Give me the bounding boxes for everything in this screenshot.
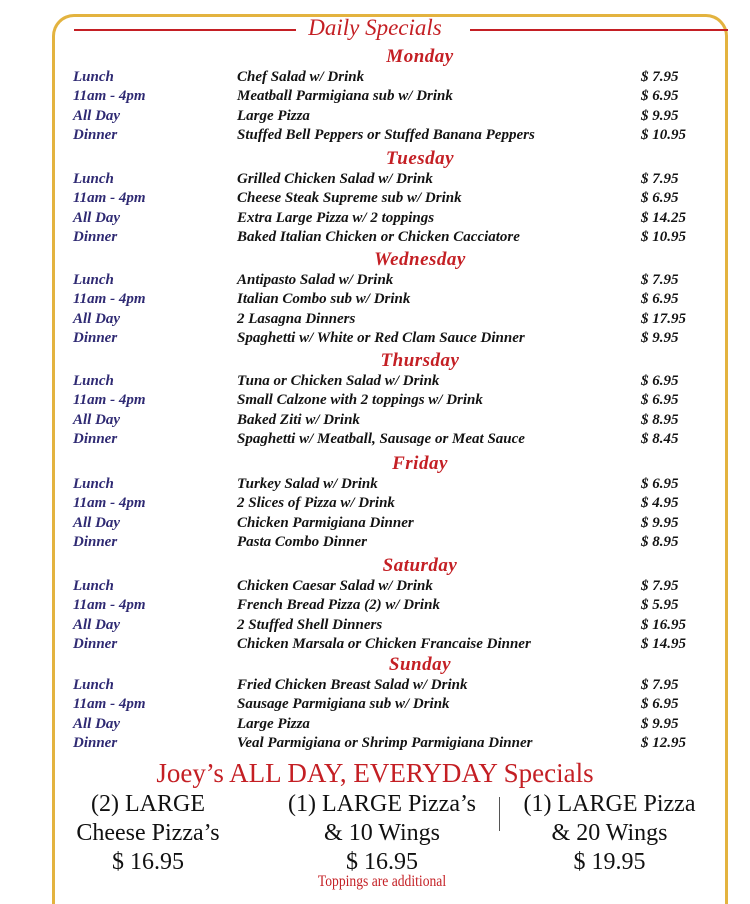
special-price: $ 9.95 xyxy=(641,514,679,531)
combo-special-3 xyxy=(512,790,707,877)
special-price: $ 7.95 xyxy=(641,578,679,594)
special-price: $ 7.95 xyxy=(641,69,679,85)
combo-line1: (2) LARGE xyxy=(91,791,205,817)
special-price: $ 8.95 xyxy=(641,534,679,551)
special-price: $ 9.95 xyxy=(641,107,679,124)
special-item-name: Chicken Caesar Salad w/ Drink xyxy=(237,578,433,594)
special-item-name: Veal Parmigiana or Shrimp Parmigiana Dinner xyxy=(237,735,533,752)
special-time-label: All Day xyxy=(73,616,121,633)
special-item-name: Pasta Combo Dinner xyxy=(237,534,368,551)
special-time-label: Dinner xyxy=(73,330,118,347)
special-price: $ 4.95 xyxy=(641,495,679,512)
special-time-label: 11am - 4pm xyxy=(73,495,146,512)
special-time-label: All Day xyxy=(73,310,121,327)
everyday-specials-title: Joey’s ALL DAY, EVERYDAY Specials xyxy=(156,758,594,788)
special-time-label: 11am - 4pm xyxy=(73,696,146,713)
special-item-name: Extra Large Pizza w/ 2 toppings xyxy=(237,209,435,226)
combo-line1: (1) LARGE Pizza xyxy=(523,791,696,817)
special-price: $ 7.95 xyxy=(641,171,679,187)
special-item-name: Chef Salad w/ Drink xyxy=(237,69,365,85)
special-price: $ 17.95 xyxy=(641,310,686,327)
special-item-name: Spaghetti w/ Meatball, Sausage or Meat Sauce xyxy=(237,431,525,448)
special-time-label: Dinner xyxy=(73,431,118,448)
page-title: Daily Specials xyxy=(308,15,442,40)
special-time-label: 11am - 4pm xyxy=(73,597,146,614)
special-time-label: All Day xyxy=(73,107,121,124)
special-item-name: Baked Italian Chicken or Chicken Cacciatore xyxy=(237,229,520,246)
special-time-label: All Day xyxy=(73,715,121,732)
day-heading-tuesday: Tuesday xyxy=(385,148,455,169)
special-time-label: Lunch xyxy=(73,373,114,389)
special-price: $ 14.95 xyxy=(641,636,686,653)
special-time-label: All Day xyxy=(73,209,121,226)
special-time-label: Lunch xyxy=(73,677,114,693)
special-price: $ 12.95 xyxy=(641,735,686,752)
special-price: $ 6.95 xyxy=(641,190,679,207)
toppings-note: Toppings are additional xyxy=(317,873,447,890)
special-time-label: Dinner xyxy=(73,534,118,551)
special-item-name: Chicken Marsala or Chicken Francaise Dinner xyxy=(237,636,531,653)
special-price: $ 9.95 xyxy=(641,330,679,347)
special-item-name: Cheese Steak Supreme sub w/ Drink xyxy=(237,190,462,207)
special-price: $ 6.95 xyxy=(641,392,679,409)
special-item-name: Spaghetti w/ White or Red Clam Sauce Dinner xyxy=(237,330,525,347)
combo-special-1 xyxy=(60,790,236,877)
special-item-name: Sausage Parmigiana sub w/ Drink xyxy=(237,696,450,713)
special-time-label: Dinner xyxy=(73,127,118,144)
special-price: $ 6.95 xyxy=(641,696,679,713)
combo-line2: Cheese Pizza’s xyxy=(76,820,220,846)
special-time-label: 11am - 4pm xyxy=(73,392,146,409)
day-heading-monday: Monday xyxy=(386,46,454,67)
special-item-name: Antipasto Salad w/ Drink xyxy=(237,272,394,288)
special-price: $ 8.95 xyxy=(641,411,679,428)
special-item-name: 2 Slices of Pizza w/ Drink xyxy=(237,495,395,512)
special-item-name: 2 Lasagna Dinners xyxy=(237,310,356,327)
special-price: $ 6.95 xyxy=(641,373,679,389)
special-item-name: Large Pizza xyxy=(237,715,310,732)
special-item-name: Italian Combo sub w/ Drink xyxy=(237,291,411,308)
special-time-label: All Day xyxy=(73,411,121,428)
special-time-label: All Day xyxy=(73,514,121,531)
combo-price: $ 19.95 xyxy=(573,849,646,875)
special-price: $ 8.45 xyxy=(641,431,679,448)
special-item-name: Meatball Parmigiana sub w/ Drink xyxy=(237,88,453,105)
special-item-name: Small Calzone with 2 toppings w/ Drink xyxy=(237,392,483,409)
day-heading-wednesday: Wednesday xyxy=(374,249,466,270)
special-item-name: Turkey Salad w/ Drink xyxy=(237,476,378,492)
special-price: $ 9.95 xyxy=(641,715,679,732)
combo-line1: (1) LARGE Pizza’s xyxy=(288,791,476,817)
day-heading-friday: Friday xyxy=(392,453,448,474)
special-price: $ 16.95 xyxy=(641,616,686,633)
special-item-name: Fried Chicken Breast Salad w/ Drink xyxy=(237,677,468,693)
combo-line2: & 20 Wings xyxy=(551,820,668,846)
special-item-name: Stuffed Bell Peppers or Stuffed Banana Peppers xyxy=(237,127,535,144)
special-item-name: Large Pizza xyxy=(237,107,310,124)
combo-special-2 xyxy=(260,790,504,877)
combo-price: $ 16.95 xyxy=(346,849,418,875)
special-item-name: Grilled Chicken Salad w/ Drink xyxy=(237,171,433,187)
special-item-name: Chicken Parmigiana Dinner xyxy=(237,514,414,531)
special-price: $ 6.95 xyxy=(641,88,679,105)
special-price: $ 14.25 xyxy=(641,209,686,226)
day-heading-saturday: Saturday xyxy=(382,555,458,576)
special-time-label: Dinner xyxy=(73,636,118,653)
special-time-label: Dinner xyxy=(73,735,118,752)
special-time-label: Lunch xyxy=(73,171,114,187)
special-time-label: Lunch xyxy=(73,69,114,85)
special-item-name: French Bread Pizza (2) w/ Drink xyxy=(237,597,440,614)
special-time-label: 11am - 4pm xyxy=(73,291,146,308)
day-heading-sunday: Sunday xyxy=(388,654,452,675)
special-price: $ 7.95 xyxy=(641,272,679,288)
special-price: $ 6.95 xyxy=(641,476,679,492)
special-price: $ 5.95 xyxy=(641,597,679,614)
special-price: $ 10.95 xyxy=(641,127,686,144)
special-price: $ 6.95 xyxy=(641,291,679,308)
special-time-label: 11am - 4pm xyxy=(73,88,146,105)
special-price: $ 7.95 xyxy=(641,677,679,693)
special-item-name: Tuna or Chicken Salad w/ Drink xyxy=(237,373,440,389)
special-item-name: Baked Ziti w/ Drink xyxy=(237,411,360,428)
special-price: $ 10.95 xyxy=(641,229,686,246)
combo-divider xyxy=(499,797,500,831)
day-heading-thursday: Thursday xyxy=(380,350,460,371)
special-time-label: Lunch xyxy=(73,578,114,594)
special-time-label: Lunch xyxy=(73,272,114,288)
special-time-label: Dinner xyxy=(73,229,118,246)
special-item-name: 2 Stuffed Shell Dinners xyxy=(237,616,383,633)
special-time-label: 11am - 4pm xyxy=(73,190,146,207)
combo-line2: & 10 Wings xyxy=(324,820,440,846)
combo-price: $ 16.95 xyxy=(112,849,184,875)
special-time-label: Lunch xyxy=(73,476,114,492)
